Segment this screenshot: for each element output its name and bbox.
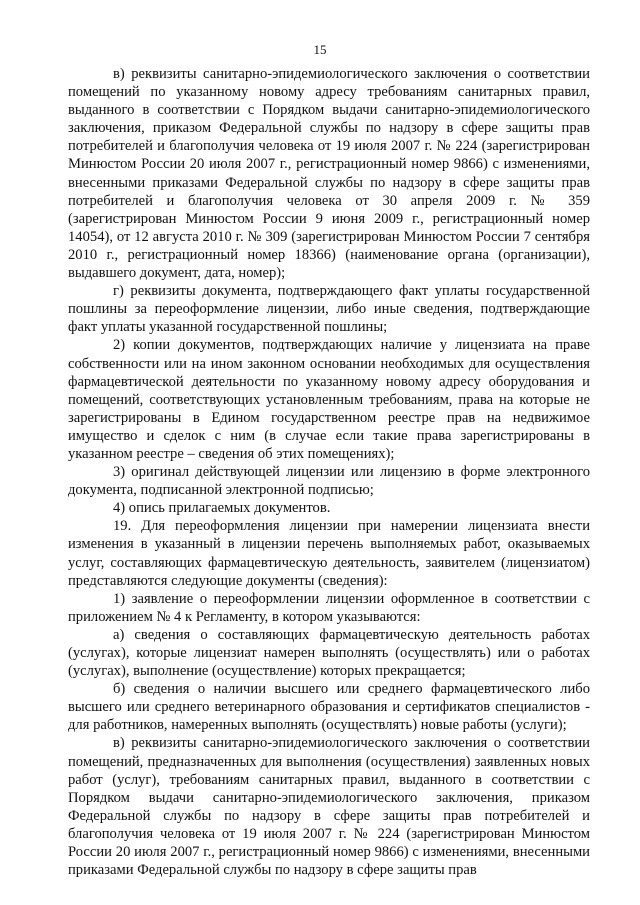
paragraph-3g-state-duty: г) реквизиты документа, подтверждающего факт уплаты государственной пошлины за переоформление лицензии, либо иные сведения, подтверждающие факт уплаты указанной государственной пошлины;	[68, 283, 590, 336]
paragraph-b-education-certificates: б) сведения о наличии высшего или среднего фармацевтического либо высшего или среднего ветеринарного образования и сертификатов специалистов - для работников, намеренных выполнять (осуществлять) новые работы (услуги);	[68, 681, 590, 734]
paragraph-2-ownership-documents: 2) копии документов, подтверждающих наличие у лицензиата на праве собственности или на ином законном основании необходимых для осуществления фармацевтической деятельности по указанному новому адресу оборудования и помещений, соответствующих установленным требованиям, права на которые не зарегистрированы в Едином государственном реестре прав на недвижимое имущество и сделок с ним (в случае если такие права зарегистрированы в указанном реестре – сведения об этих помещениях);	[68, 337, 590, 462]
page-number: 15	[313, 42, 327, 57]
paragraph-a-works-services: а) сведения о составляющих фармацевтическую деятельность работах (услугах), которые лицензиат намерен выполнять (осуществлять) или о работах (услугах), выполнение (осуществление) которых прекращается;	[68, 626, 590, 680]
paragraph-3-original-license: 3) оригинал действующей лицензии или лицензию в форме электронного документа, подписанной электронной подписью;	[68, 464, 590, 499]
document-body	[68, 65, 590, 879]
paragraph-19-reissue-works-list: 19. Для переоформления лицензии при намерении лицензиата внести изменения в указанный в лицензии перечень выполняемых работ, оказываемых услуг, составляющих фармацевтическую деятельность, заявителем (лицензиатом) представляются следующие документы (сведения):	[68, 518, 590, 589]
paragraph-3v-sanitary-conclusion: в) реквизиты санитарно-эпидемиологического заключения о соответствии помещений по указанному новому адресу требованиям санитарных правил, выданного в соответствии с Порядком выдачи санитарно-эпидемиологического заключения, приказом Федеральной службы по надзору в сфере защиты прав потребителей и благополучия человека от 19 июля 2007 г. № 224 (зарегистрирован Минюстом России 20 июля 2007 г., регистрационный номер 9866) с изменениями, внесенными приказами Федеральной службы по надзору в сфере защиты прав потребителей и благополучия человека от 30 апреля 2009 г. № 359 (зарегистрирован Минюстом России 9 июня 2009 г., регистрационный номер 14054), от 12 августа 2010 г. № 309 (зарегистрирован Минюстом России 7 сентября 2010 г., регистрационный номер 18366) (наименование органа (организации), выдавшего документ, дата, номер);	[68, 66, 590, 282]
paragraph-1-reissue-application: 1) заявление о переоформлении лицензии оформленное в соответствии с приложением № 4 к Регламенту, в котором указываются:	[68, 590, 590, 625]
paragraph-v-sanitary-conclusion-new-works: в) реквизиты санитарно-эпидемиологического заключения о соответствии помещений, предназначенных для выполнения (осуществления) заявленных новых работ (услуг), требованиям санитарных правил, выданного в соответствии с Порядком выдачи санитарно-эпидемиологического заключения, приказом Федеральной службы по надзору в сфере защиты прав потребителей и благополучия человека от 19 июля 2007 г. № 224 (зарегистрирован Минюстом России 20 июля 2007 г., регистрационный номер 9866) с изменениями, внесенными приказами Федеральной службы по надзору в сфере защиты прав	[68, 735, 590, 879]
paragraph-4-documents-inventory: 4) опись прилагаемых документов.	[113, 500, 331, 517]
